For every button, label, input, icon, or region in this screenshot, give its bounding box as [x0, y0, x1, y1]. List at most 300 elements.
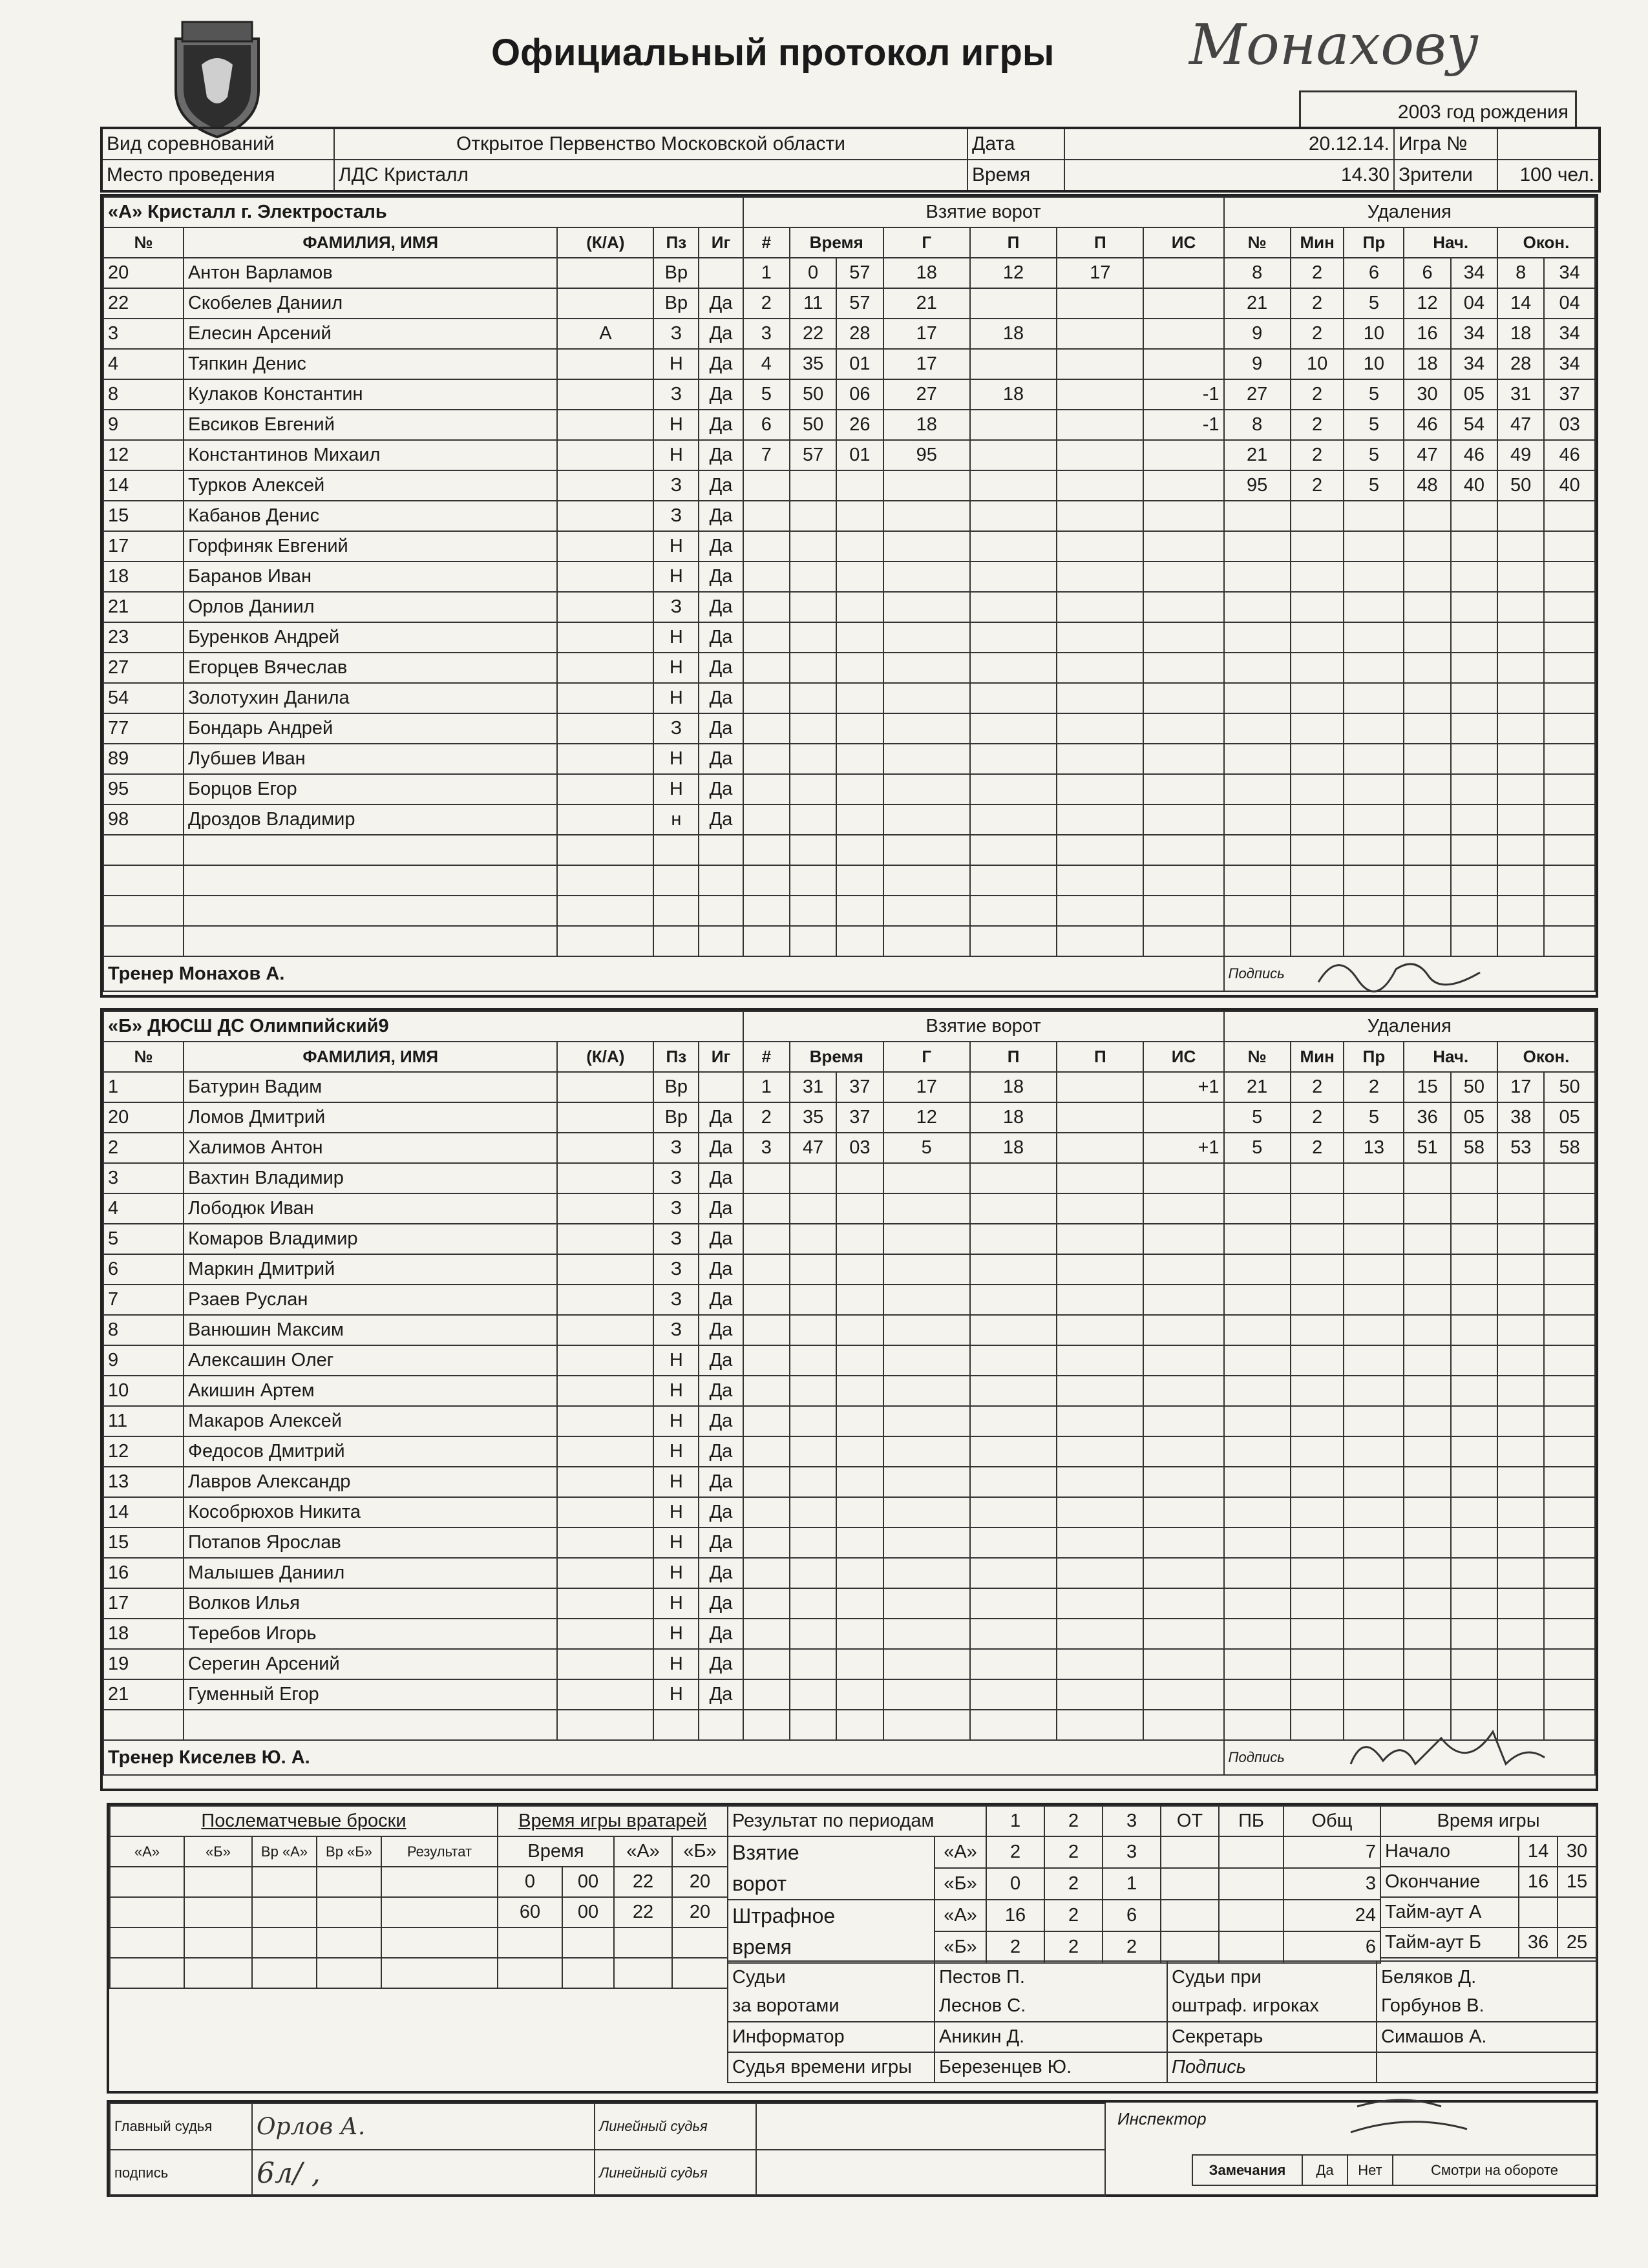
goal-assist-1	[970, 1315, 1057, 1345]
table-row	[103, 835, 1595, 865]
player-number: 4	[103, 349, 184, 379]
penalty-end-min	[1497, 1193, 1544, 1224]
penalty-start-sec	[1451, 501, 1497, 531]
goal-second: 57	[836, 258, 883, 288]
penalty-start-sec	[1451, 744, 1497, 774]
penalty-start-min	[1404, 531, 1450, 562]
penalty-minutes	[1291, 653, 1344, 683]
player-captain	[557, 1193, 653, 1224]
player-name: Рзаев Руслан	[184, 1285, 558, 1315]
penalty-reason	[1344, 1193, 1404, 1224]
player-captain	[557, 1649, 653, 1679]
shootouts-col-b: «Б»	[184, 1836, 252, 1867]
penalty-start-min	[1404, 1315, 1450, 1345]
goal-minute	[790, 1528, 836, 1558]
goal-second	[836, 713, 883, 744]
goal-number: 1	[743, 258, 790, 288]
player-position: Н	[653, 683, 699, 713]
penalty-player: 21	[1224, 1072, 1291, 1102]
penalty-end-sec	[1544, 1315, 1595, 1345]
goal-number	[743, 1558, 790, 1588]
player-position: Вр	[653, 1102, 699, 1133]
penalty-end-sec	[1544, 683, 1595, 713]
player-name: Егорцев Вячеслав	[184, 653, 558, 683]
goal-assist-1	[970, 1254, 1057, 1285]
player-captain	[557, 501, 653, 531]
game-number-value	[1497, 128, 1600, 160]
col-goal-num-header: #	[743, 227, 790, 258]
penalty-minutes	[1291, 713, 1344, 744]
goal-second: 01	[836, 349, 883, 379]
penalty-end-sec	[1544, 1436, 1595, 1467]
linesman-2-label: Линейный судья	[595, 2150, 756, 2196]
goals-section-title: Взятие ворот	[743, 1011, 1224, 1042]
goal-minute: 35	[790, 1102, 836, 1133]
info-table	[100, 127, 1601, 193]
penalty-end-sec	[1544, 1528, 1595, 1558]
player-position: Н	[653, 1679, 699, 1710]
player-captain	[557, 713, 653, 744]
table-row	[103, 1193, 1595, 1224]
col-num-header: №	[103, 227, 184, 258]
penalty-start-min	[1404, 1285, 1450, 1315]
penalty-end-sec	[1544, 713, 1595, 744]
player-number: 98	[103, 804, 184, 835]
player-played: Да	[699, 1497, 743, 1528]
penalty-start-min	[1404, 501, 1450, 531]
player-name: Антон Варламов	[184, 258, 558, 288]
goal-minute	[790, 470, 836, 501]
penalty-end-min	[1497, 1467, 1544, 1497]
secretary-label: Секретарь	[1167, 2022, 1377, 2052]
goal-strength	[1143, 1710, 1223, 1740]
goal-strength	[1143, 288, 1223, 319]
player-number: 13	[103, 1467, 184, 1497]
table-row	[103, 865, 1595, 896]
penalty-start-min	[1404, 1345, 1450, 1376]
penalty-player	[1224, 1467, 1291, 1497]
penalty-player	[1224, 865, 1291, 896]
goal-strength	[1143, 896, 1223, 926]
goal-assist-1	[970, 288, 1057, 319]
penalty-reason	[1344, 896, 1404, 926]
goal-number	[743, 1710, 790, 1740]
table-row	[103, 1649, 1595, 1679]
goal-second: 37	[836, 1102, 883, 1133]
col-pz-header: Пз	[653, 1042, 699, 1072]
penalty-player	[1224, 1193, 1291, 1224]
penalty-minutes	[1291, 1376, 1344, 1406]
goal-minute	[790, 1254, 836, 1285]
player-captain	[557, 744, 653, 774]
player-played	[699, 926, 743, 956]
goal-scorer: 18	[883, 410, 970, 440]
penalty-player	[1224, 1679, 1291, 1710]
penalty-end-sec	[1544, 1588, 1595, 1619]
penalty-start-min	[1404, 1406, 1450, 1436]
goal-scorer	[883, 1528, 970, 1558]
goalie-col-a: «А»	[614, 1836, 672, 1867]
shootouts-col-result: Результат	[381, 1836, 498, 1867]
goal-number	[743, 1497, 790, 1528]
goal-second	[836, 1467, 883, 1497]
goal-assist-1	[970, 531, 1057, 562]
penalty-player	[1224, 1285, 1291, 1315]
goal-minute	[790, 1710, 836, 1740]
player-position: З	[653, 592, 699, 622]
penalty-minutes	[1291, 1193, 1344, 1224]
goal-assist-2	[1057, 1193, 1143, 1224]
player-played: Да	[699, 1102, 743, 1133]
goal-assist-1	[970, 896, 1057, 926]
table-row	[103, 288, 1595, 319]
penalty-reason: 5	[1344, 410, 1404, 440]
goal-assist-2	[1057, 835, 1143, 865]
goal-scorer	[883, 713, 970, 744]
team-b-signature	[1344, 1719, 1551, 1783]
penalty-player	[1224, 744, 1291, 774]
goal-strength	[1143, 440, 1223, 470]
remarks-no: Нет	[1347, 2155, 1393, 2185]
player-name: Турков Алексей	[184, 470, 558, 501]
goal-assist-1	[970, 470, 1057, 501]
goal-assist-1	[970, 410, 1057, 440]
player-number: 12	[103, 1436, 184, 1467]
penalty-start-min: 30	[1404, 379, 1450, 410]
penalty-reason	[1344, 683, 1404, 713]
player-played: Да	[699, 592, 743, 622]
goal-scorer	[883, 1649, 970, 1679]
goal-second	[836, 501, 883, 531]
goal-scorer: 12	[883, 1102, 970, 1133]
penalty-end-min	[1497, 835, 1544, 865]
goal-assist-2	[1057, 1467, 1143, 1497]
shootouts-table	[109, 1805, 498, 1989]
penalty-end-sec	[1544, 896, 1595, 926]
penalty-start-min: 48	[1404, 470, 1450, 501]
penalty-end-sec	[1544, 1710, 1595, 1740]
penalty-player: 21	[1224, 288, 1291, 319]
player-name: Ломов Дмитрий	[184, 1102, 558, 1133]
player-position: Н	[653, 744, 699, 774]
player-name: Потапов Ярослав	[184, 1528, 558, 1558]
pen-judges-values: Беляков Д. Горбунов В.	[1377, 1961, 1596, 2022]
player-number: 20	[103, 1102, 184, 1133]
goal-number: 2	[743, 288, 790, 319]
penalty-minutes	[1291, 1436, 1344, 1467]
goal-assist-2	[1057, 865, 1143, 896]
goals-team-b-label: «Б»	[935, 1868, 986, 1900]
inspector-signature	[1344, 2094, 1474, 2145]
player-played	[699, 835, 743, 865]
penalty-start-min	[1404, 1649, 1450, 1679]
goal-assist-1	[970, 1345, 1057, 1376]
player-captain	[557, 1133, 653, 1163]
penalty-start-sec	[1451, 713, 1497, 744]
goal-assist-2	[1057, 774, 1143, 804]
player-position: Н	[653, 622, 699, 653]
player-played: Да	[699, 1163, 743, 1193]
player-number: 3	[103, 1163, 184, 1193]
penalty-player	[1224, 835, 1291, 865]
goal-scorer	[883, 622, 970, 653]
table-row	[103, 1406, 1595, 1436]
penalty-end-min	[1497, 1376, 1544, 1406]
player-number: 54	[103, 683, 184, 713]
penalty-start-min	[1404, 896, 1450, 926]
penalty-player: 5	[1224, 1133, 1291, 1163]
goal-minute	[790, 501, 836, 531]
place-value: ЛДС Кристалл	[334, 160, 967, 191]
handwritten-name: Монахову	[1189, 13, 1479, 78]
penalty-player	[1224, 1528, 1291, 1558]
penalty-player: 27	[1224, 379, 1291, 410]
goal-assist-2	[1057, 410, 1143, 440]
goal-minute: 35	[790, 349, 836, 379]
col-goal-num-header: #	[743, 1042, 790, 1072]
table-row	[103, 1254, 1595, 1285]
timekeeper-label: Судья времени игры	[728, 2052, 935, 2083]
goal-assist-2	[1057, 1163, 1143, 1193]
goals-a-total: 7	[1284, 1836, 1380, 1868]
penalty-end-min: 17	[1497, 1072, 1544, 1102]
player-number: 3	[103, 319, 184, 349]
player-number: 14	[103, 470, 184, 501]
penalty-end-min	[1497, 1649, 1544, 1679]
spectators-value: 100 чел.	[1497, 160, 1600, 191]
player-number: 12	[103, 440, 184, 470]
team-title: «А» Кристалл г. Электросталь	[103, 197, 743, 227]
goal-assist-2	[1057, 379, 1143, 410]
player-name: Баранов Иван	[184, 562, 558, 592]
penalty-end-sec	[1544, 1558, 1595, 1588]
goal-number	[743, 1679, 790, 1710]
shootouts-col-vrb: Вр «Б»	[317, 1836, 381, 1867]
table-row	[103, 1285, 1595, 1315]
penalty-minutes	[1291, 683, 1344, 713]
goal-assist-2	[1057, 1619, 1143, 1649]
penalty-end-min	[1497, 804, 1544, 835]
goal-assist-2	[1057, 1497, 1143, 1528]
player-position	[653, 896, 699, 926]
player-position: Н	[653, 653, 699, 683]
penalty-player	[1224, 1163, 1291, 1193]
penalty-start-sec: 50	[1451, 1072, 1497, 1102]
player-name: Ванюшин Максим	[184, 1315, 558, 1345]
penalty-end-sec	[1544, 501, 1595, 531]
col-pen-reason-header: Пр	[1344, 1042, 1404, 1072]
player-name: Комаров Владимир	[184, 1224, 558, 1254]
player-position: Н	[653, 1528, 699, 1558]
col-ka-header: (К/А)	[557, 227, 653, 258]
goal-second	[836, 1406, 883, 1436]
goal-judges-values: Пестов П. Леснов С.	[935, 1961, 1167, 2022]
penalty-minutes	[1291, 1406, 1344, 1436]
penalty-start-min	[1404, 1588, 1450, 1619]
player-captain	[557, 440, 653, 470]
penalty-player: 21	[1224, 440, 1291, 470]
penalty-end-sec	[1544, 1376, 1595, 1406]
goal-strength	[1143, 1285, 1223, 1315]
penalty-minutes: 2	[1291, 410, 1344, 440]
goal-assist-2	[1057, 653, 1143, 683]
goal-scorer	[883, 1679, 970, 1710]
date-label: Дата	[967, 128, 1064, 160]
player-name	[184, 896, 558, 926]
player-name: Макаров Алексей	[184, 1406, 558, 1436]
goal-number	[743, 835, 790, 865]
player-position: Н	[653, 440, 699, 470]
penalty-minutes	[1291, 1315, 1344, 1345]
goal-minute	[790, 896, 836, 926]
col-assist2-header: П	[1057, 1042, 1143, 1072]
goal-minute: 47	[790, 1133, 836, 1163]
goal-minute: 22	[790, 319, 836, 349]
goal-scorer	[883, 1285, 970, 1315]
penalty-end-min	[1497, 592, 1544, 622]
penalty-start-sec	[1451, 1376, 1497, 1406]
penalty-end-sec: 46	[1544, 440, 1595, 470]
player-name: Серегин Арсений	[184, 1649, 558, 1679]
penalty-end-sec	[1544, 926, 1595, 956]
penalty-end-min: 31	[1497, 379, 1544, 410]
goal-scorer	[883, 1376, 970, 1406]
player-captain	[557, 1285, 653, 1315]
goal-number	[743, 1315, 790, 1345]
penalty-reason: 5	[1344, 288, 1404, 319]
table-row	[103, 1558, 1595, 1588]
remarks-yes: Да	[1302, 2155, 1347, 2185]
penalty-reason	[1344, 1436, 1404, 1467]
player-name: Кабанов Денис	[184, 501, 558, 531]
penalty-start-sec: 04	[1451, 288, 1497, 319]
goal-number	[743, 1224, 790, 1254]
goal-scorer	[883, 1345, 970, 1376]
goal-number	[743, 531, 790, 562]
penalty-start-min	[1404, 774, 1450, 804]
player-number: 1	[103, 1072, 184, 1102]
penalty-end-min: 50	[1497, 470, 1544, 501]
penalty-player	[1224, 713, 1291, 744]
penalty-minutes	[1291, 774, 1344, 804]
penalty-end-sec: 34	[1544, 349, 1595, 379]
penalty-end-sec: 40	[1544, 470, 1595, 501]
goal-second	[836, 592, 883, 622]
penalty-start-sec	[1451, 896, 1497, 926]
goal-assist-1	[970, 1224, 1057, 1254]
penalty-end-min	[1497, 1345, 1544, 1376]
goal-second	[836, 1649, 883, 1679]
penalty-end-min	[1497, 1254, 1544, 1285]
player-name: Лободюк Иван	[184, 1193, 558, 1224]
goal-second	[836, 896, 883, 926]
player-name: Евсиков Евгений	[184, 410, 558, 440]
chief-referee-label: Главный судья	[110, 2103, 252, 2150]
penalty-start-min	[1404, 835, 1450, 865]
col-assist2-header: П	[1057, 227, 1143, 258]
penalty-end-sec	[1544, 804, 1595, 835]
goal-assist-2	[1057, 1376, 1143, 1406]
player-name: Константинов Михаил	[184, 440, 558, 470]
goal-strength	[1143, 683, 1223, 713]
pim-a-total: 24	[1284, 1900, 1380, 1931]
coach-name: Монахов А.	[178, 963, 285, 984]
penalty-end-sec: 50	[1544, 1072, 1595, 1102]
goal-minute	[790, 683, 836, 713]
table-row	[103, 804, 1595, 835]
penalty-reason: 10	[1344, 319, 1404, 349]
penalty-end-sec	[1544, 1649, 1595, 1679]
coach-cell	[103, 1740, 1224, 1775]
player-number: 21	[103, 1679, 184, 1710]
penalty-minutes	[1291, 1710, 1344, 1740]
pim-team-b-label: «Б»	[935, 1931, 986, 1963]
penalty-minutes	[1291, 744, 1344, 774]
table-row	[103, 319, 1595, 349]
penalty-minutes	[1291, 804, 1344, 835]
penalty-reason: 5	[1344, 440, 1404, 470]
goal-assist-1	[970, 1376, 1057, 1406]
player-position: Н	[653, 1345, 699, 1376]
goal-strength	[1143, 1224, 1223, 1254]
penalty-player	[1224, 562, 1291, 592]
col-pen-num-header: №	[1224, 1042, 1291, 1072]
penalty-end-sec	[1544, 562, 1595, 592]
player-played: Да	[699, 774, 743, 804]
goal-second	[836, 1315, 883, 1345]
penalty-end-min: 38	[1497, 1102, 1544, 1133]
player-captain	[557, 531, 653, 562]
goal-minute	[790, 1467, 836, 1497]
shootouts-col-a: «А»	[110, 1836, 184, 1867]
player-position: Н	[653, 1619, 699, 1649]
penalty-start-min	[1404, 562, 1450, 592]
penalty-start-min: 46	[1404, 410, 1450, 440]
player-played: Да	[699, 713, 743, 744]
goal-strength	[1143, 319, 1223, 349]
penalty-end-min	[1497, 501, 1544, 531]
goal-second	[836, 683, 883, 713]
goal-minute	[790, 926, 836, 956]
penalty-player	[1224, 1436, 1291, 1467]
penalty-player	[1224, 1588, 1291, 1619]
player-captain	[557, 683, 653, 713]
penalty-start-min	[1404, 1528, 1450, 1558]
goal-assist-1	[970, 1679, 1057, 1710]
penalty-reason	[1344, 1558, 1404, 1588]
penalty-start-min: 18	[1404, 349, 1450, 379]
player-number: 17	[103, 1588, 184, 1619]
penalty-end-sec	[1544, 1224, 1595, 1254]
penalty-start-sec	[1451, 1406, 1497, 1436]
officials-sign-label: Подпись	[1167, 2052, 1377, 2083]
player-position: Н	[653, 1588, 699, 1619]
player-position: Н	[653, 562, 699, 592]
penalty-start-sec	[1451, 1254, 1497, 1285]
penalty-end-min	[1497, 683, 1544, 713]
goal-number	[743, 1588, 790, 1619]
table-row	[103, 592, 1595, 622]
spectators-label: Зрители	[1394, 160, 1497, 191]
penalty-reason	[1344, 713, 1404, 744]
penalty-minutes: 2	[1291, 1072, 1344, 1102]
player-played: Да	[699, 1345, 743, 1376]
penalty-reason	[1344, 1497, 1404, 1528]
goal-judges-label: Судьи за воротами	[728, 1961, 935, 2022]
penalty-player	[1224, 592, 1291, 622]
coach-label: Тренер	[108, 1747, 174, 1768]
officials-table	[727, 1960, 1597, 2083]
